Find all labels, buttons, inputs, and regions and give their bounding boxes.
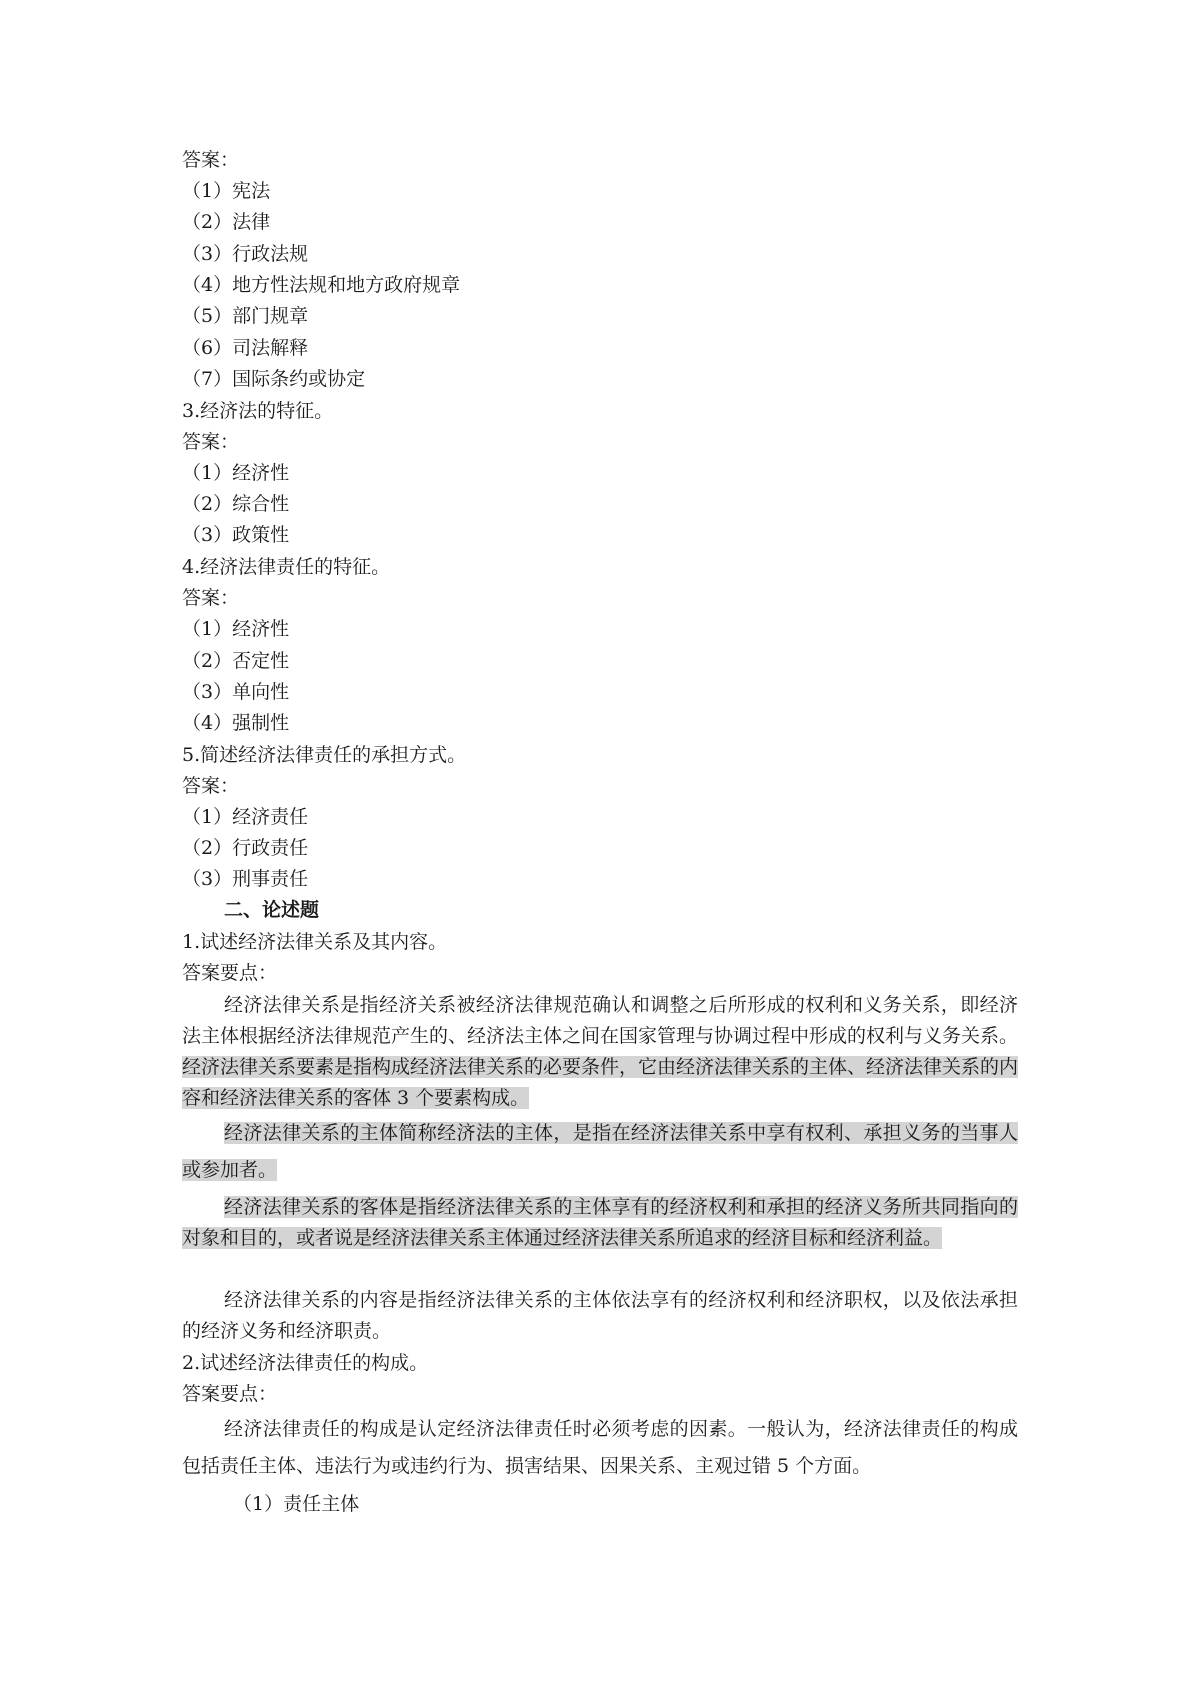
- list-item: （1）责任主体: [233, 1493, 360, 1515]
- list-item: （3）政策性: [182, 524, 290, 546]
- list-item: （3）行政法规: [182, 243, 309, 265]
- answer-label: 答案：: [182, 775, 240, 797]
- highlighted-text: 经济法律关系要素是指构成经济法律关系的必要条件，它由经济法律关系的主体、经济法律关系的内容和经济法律关系的客体 3 个要素构成。: [182, 1056, 1019, 1109]
- answer-label: 答案要点：: [182, 962, 278, 984]
- question-title: 1.试述经济法律关系及其内容。: [182, 931, 448, 953]
- question-title: 5.简述经济法律责任的承担方式。: [182, 744, 467, 766]
- list-item: （3）单向性: [182, 681, 290, 703]
- list-item: （2）否定性: [182, 650, 290, 672]
- section-heading: 二、论述题: [224, 899, 320, 921]
- list-item: （2）综合性: [182, 493, 290, 515]
- list-item: （2）法律: [182, 211, 271, 233]
- paragraph-text: 经济法律关系的内容是指经济法律关系的主体依法享有的经济权利和经济职权，以及依法承担的经济义务和经济职责。: [182, 1289, 1018, 1342]
- paragraph: [182, 990, 1018, 1114]
- list-item: （6）司法解释: [182, 337, 309, 359]
- question-title: 3.经济法的特征。: [182, 400, 334, 422]
- paragraph: [182, 1411, 1018, 1485]
- paragraph-text: 经济法律责任的构成是认定经济法律责任时必须考虑的因素。一般认为，经济法律责任的构成包括责任主体、违法行为或违约行为、损害结果、因果关系、主观过错 5 个方面。: [182, 1418, 1018, 1477]
- question-title: 4.经济法律责任的特征。: [182, 556, 391, 578]
- paragraph: [182, 1192, 1018, 1254]
- list-item: （2）行政责任: [182, 837, 309, 859]
- answer-label: 答案：: [182, 431, 240, 453]
- list-item: （7）国际条约或协定: [182, 368, 366, 390]
- list-item: （1）经济责任: [182, 806, 309, 828]
- answer-label: 答案：: [182, 149, 240, 171]
- paragraph: [182, 1115, 1018, 1189]
- paragraph-text: 经济法律关系是指经济关系被经济法律规范确认和调整之后所形成的权利和义务关系，即经济法主体根据经济法律规范产生的、经济法主体之间在国家管理与协调过程中形成的权利与义务关系。: [182, 994, 1019, 1047]
- highlighted-text: 经济法律关系的主体简称经济法的主体，是指在经济法律关系中享有权利、承担义务的当事人或参加者。: [182, 1122, 1018, 1181]
- list-item: （5）部门规章: [182, 305, 309, 327]
- question-title: 2.试述经济法律责任的构成。: [182, 1352, 429, 1374]
- highlighted-text: 经济法律关系的客体是指经济法律关系的主体享有的经济权利和承担的经济义务所共同指向的对象和目的，或者说是经济法律关系主体通过经济法律关系所追求的经济目标和经济利益。: [182, 1196, 1018, 1249]
- answer-label: 答案要点：: [182, 1383, 278, 1405]
- list-item: （3）刑事责任: [182, 868, 309, 890]
- list-item: （1）经济性: [182, 618, 290, 640]
- list-item: （1）经济性: [182, 462, 290, 484]
- list-item: （4）地方性法规和地方政府规章: [182, 274, 461, 296]
- paragraph: [182, 1285, 1018, 1347]
- answer-label: 答案：: [182, 587, 240, 609]
- list-item: （4）强制性: [182, 712, 290, 734]
- list-item: （1）宪法: [182, 180, 271, 202]
